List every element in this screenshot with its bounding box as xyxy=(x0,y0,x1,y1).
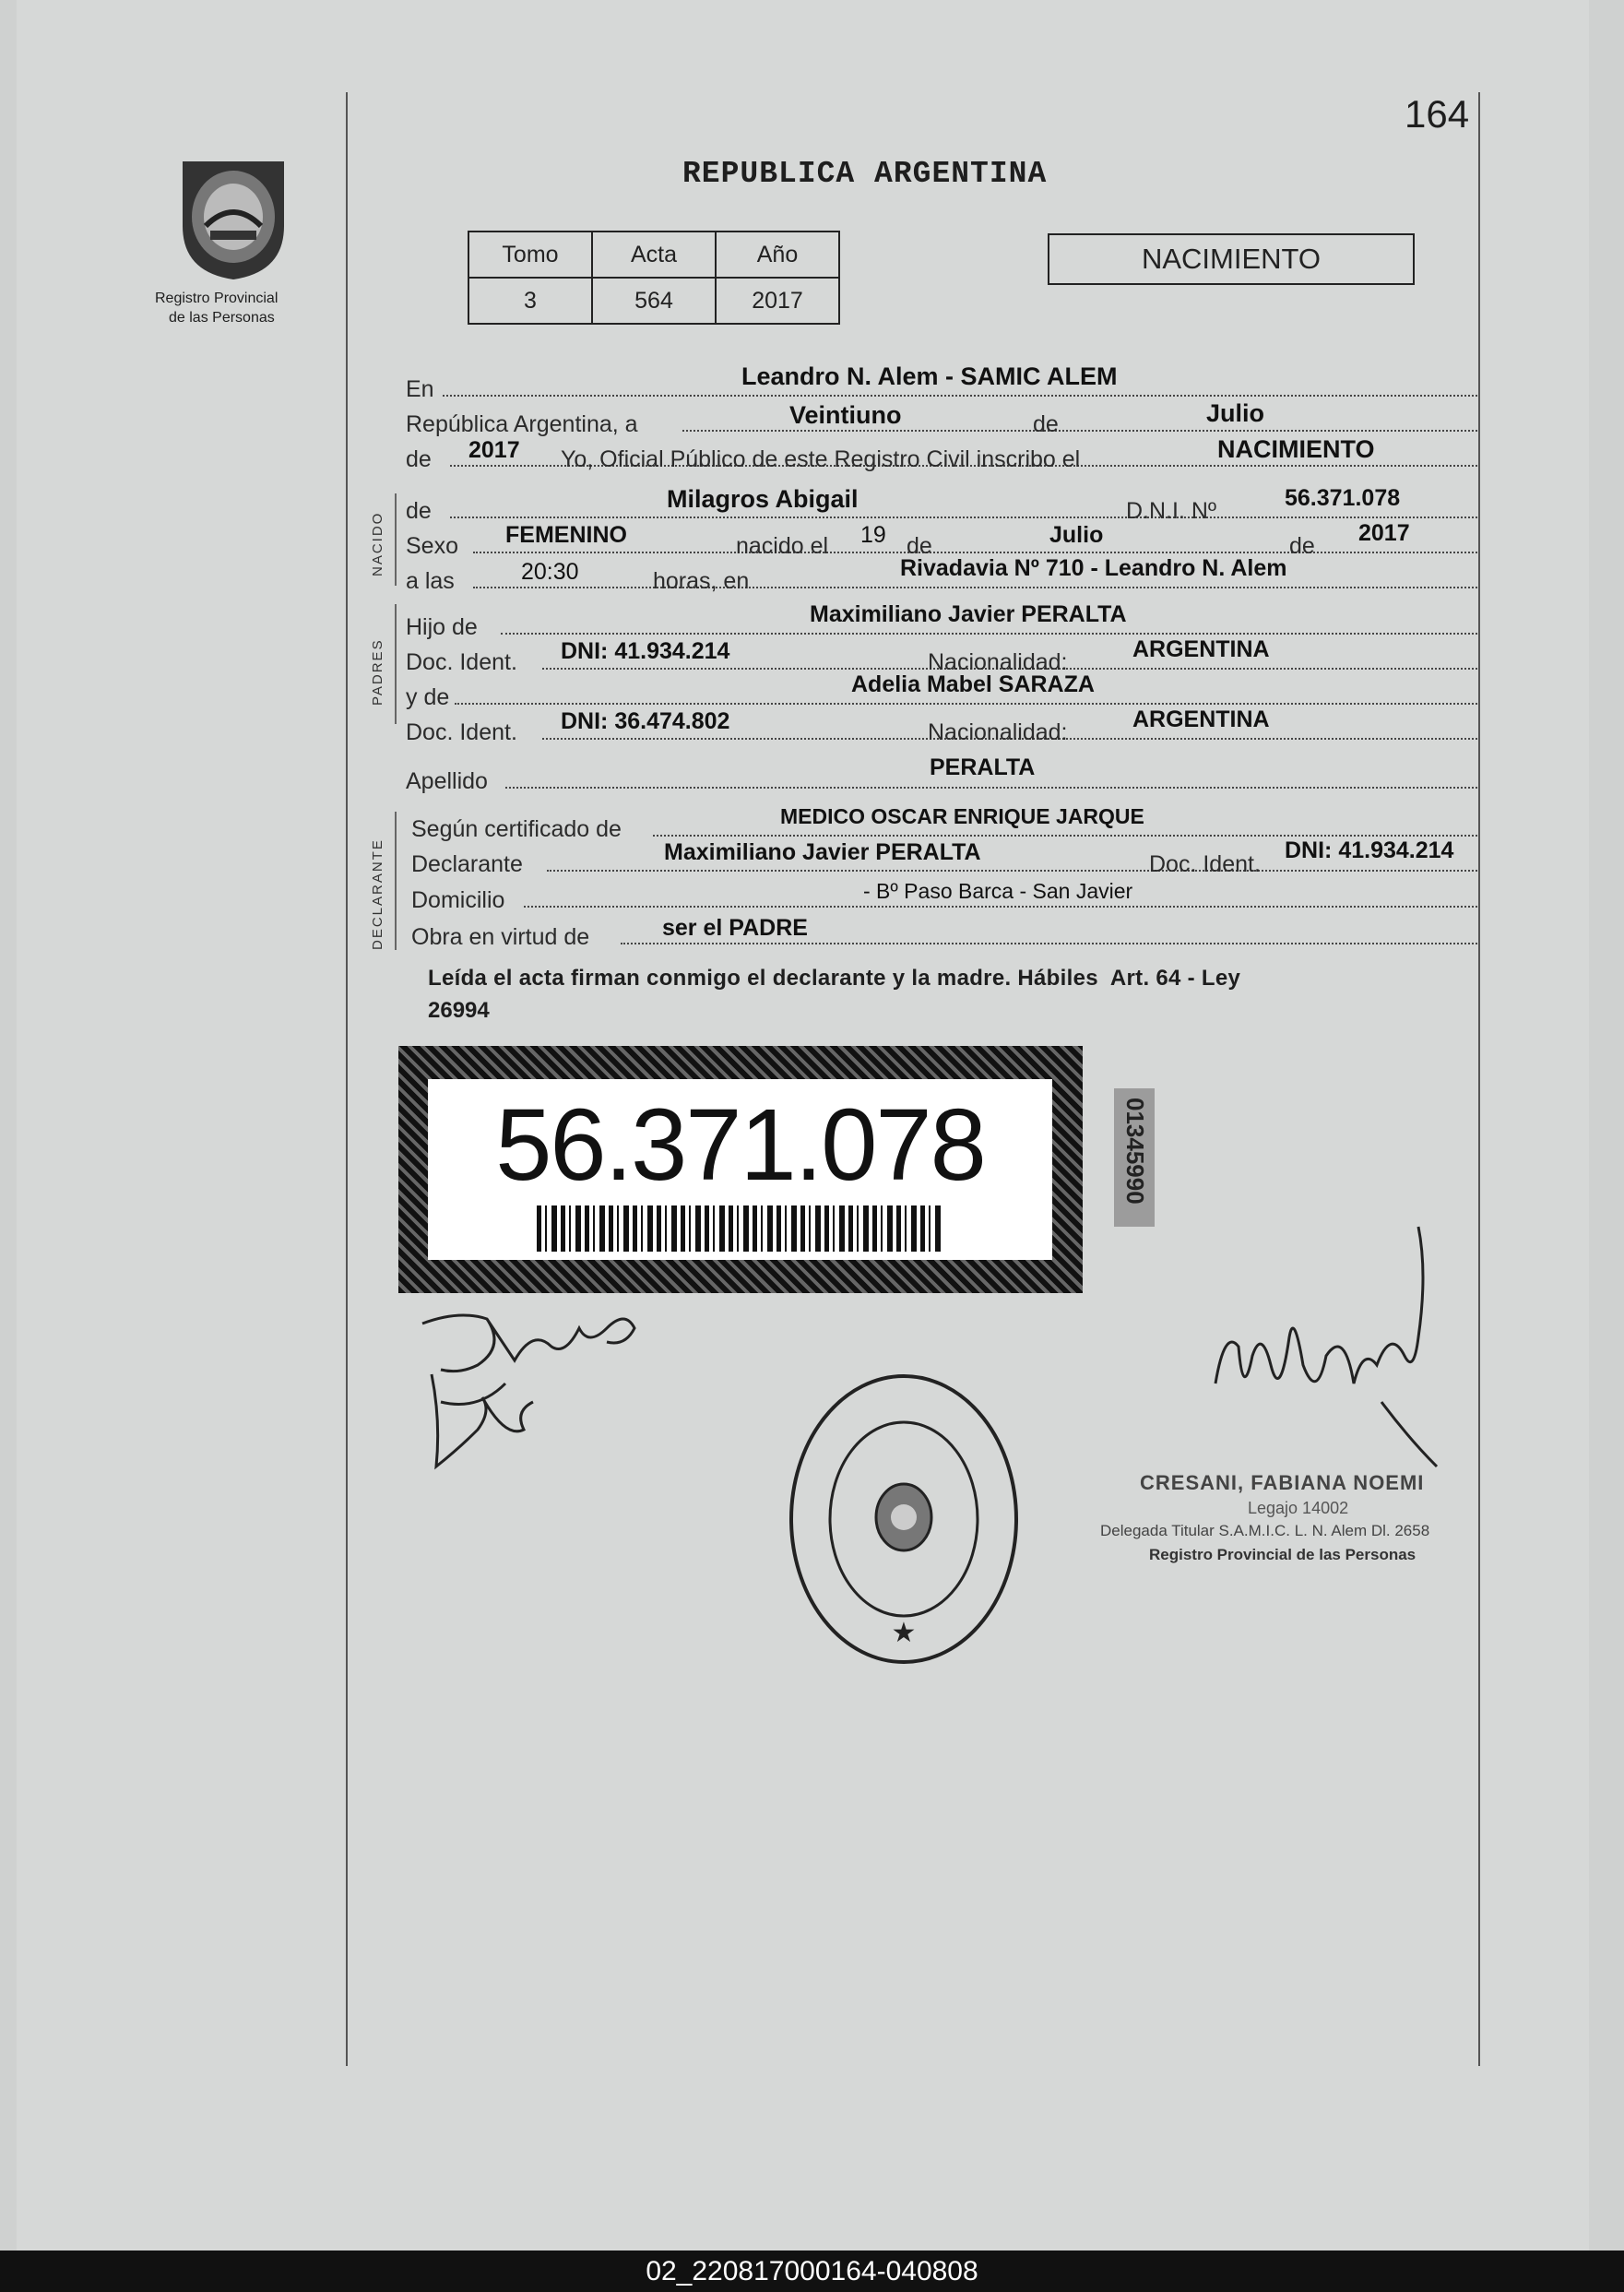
section-bar xyxy=(395,604,397,724)
scan-filename: 02_220817000164-040808 xyxy=(0,2250,1624,2292)
doc1-value: DNI: 41.934.214 xyxy=(561,638,730,664)
ref-value-tomo: 3 xyxy=(468,278,592,324)
segun-label: Según certificado de xyxy=(411,816,622,842)
birth-month: Julio xyxy=(1049,522,1104,548)
svg-text:★: ★ xyxy=(891,1618,917,1648)
official-legajo: Legajo 14002 xyxy=(1248,1499,1349,1517)
left-margin-line xyxy=(346,92,348,2066)
ref-label-acta: Acta xyxy=(592,232,716,278)
official-name: CRESANI, FABIANA NOEMI xyxy=(1140,1471,1425,1494)
left-signature-icon xyxy=(404,1291,699,1485)
section-padres: PADRES xyxy=(370,638,385,706)
right-margin-line xyxy=(1478,92,1480,2066)
official-org: Registro Provincial de las Personas xyxy=(1149,1546,1417,1563)
section-nacido: NACIDO xyxy=(370,511,385,576)
time-value: 20:30 xyxy=(521,559,579,585)
apellido-label: Apellido xyxy=(406,768,488,794)
dni-label: D.N.I. Nº xyxy=(1126,498,1217,524)
dotline xyxy=(473,552,1477,553)
month-value: Julio xyxy=(1206,399,1265,427)
nac2-label: Nacionalidad: xyxy=(928,719,1068,745)
dotline xyxy=(501,633,1477,635)
logo-line2: de las Personas xyxy=(169,310,275,326)
delegation-stamp-icon xyxy=(784,1370,1024,1669)
dotline xyxy=(621,943,1477,944)
dotline xyxy=(455,703,1477,705)
birth-day: 19 xyxy=(860,522,886,548)
nacido-label: nacido el xyxy=(736,533,829,559)
ref-label-anio: Año xyxy=(716,232,839,278)
horas-label: horas, en xyxy=(653,568,750,594)
en-value: Leandro N. Alem - SAMIC ALEM xyxy=(741,362,1118,390)
alas-label: a las xyxy=(406,568,455,594)
barcode-bars-icon xyxy=(537,1205,942,1252)
barcode-label xyxy=(398,1046,1083,1293)
official-role: Delegada Titular S.A.M.I.C. L. N. Alem Dl. 2658 xyxy=(1100,1522,1430,1539)
serial-number: 01345990 xyxy=(1121,1098,1149,1205)
segun-value: MEDICO OSCAR ENRIQUE JARQUE xyxy=(780,804,1144,828)
dotline xyxy=(443,395,1477,397)
closing-line-2: 26994 xyxy=(428,998,490,1023)
republica-label: República Argentina, a xyxy=(406,411,638,437)
de-label-4: de xyxy=(907,533,932,559)
year-value: 2017 xyxy=(468,437,520,463)
inscribe-value: NACIMIENTO xyxy=(1217,435,1375,463)
nac1-value: ARGENTINA xyxy=(1132,636,1270,662)
ref-value-anio: 2017 xyxy=(716,278,839,324)
ref-label-tomo: Tomo xyxy=(468,232,592,278)
mother-value: Adelia Mabel SARAZA xyxy=(851,671,1095,697)
closing-line-1: Leída el acta firman conmigo el declarante y la madre. Hábiles Art. 64 - Ley xyxy=(428,966,1241,991)
barcode-number: 56.371.078 xyxy=(495,1088,985,1202)
doc3-label: Doc. Ident. xyxy=(1149,851,1261,877)
province-seal-icon xyxy=(164,143,302,281)
reference-table xyxy=(468,231,840,325)
day-value: Veintiuno xyxy=(789,401,902,429)
act-type-box: NACIMIENTO xyxy=(1048,233,1415,285)
logo-line1: Registro Provincial xyxy=(155,291,279,306)
declarante-label: Declarante xyxy=(411,851,523,877)
de-label-1: de xyxy=(1033,411,1059,437)
birth-year: 2017 xyxy=(1358,520,1410,546)
dotline xyxy=(524,906,1477,908)
country-title: REPUBLICA ARGENTINA xyxy=(682,157,1048,191)
obra-label: Obra en virtud de xyxy=(411,924,590,950)
dni-value: 56.371.078 xyxy=(1285,485,1401,511)
nac2-value: ARGENTINA xyxy=(1132,707,1270,732)
dotline xyxy=(682,430,1477,432)
doc1-label: Doc. Ident. xyxy=(406,649,517,675)
de-label-2: de xyxy=(406,446,432,472)
dotline xyxy=(450,517,1477,518)
doc2-value: DNI: 36.474.802 xyxy=(561,708,730,734)
page-number: 164 xyxy=(1405,92,1470,136)
domicilio-label: Domicilio xyxy=(411,887,505,913)
nac1-label: Nacionalidad: xyxy=(928,649,1068,675)
section-bar xyxy=(395,812,397,950)
doc3-value: DNI: 41.934.214 xyxy=(1285,837,1454,863)
place-value: Rivadavia Nº 710 - Leandro N. Alem xyxy=(900,555,1287,581)
dotline xyxy=(473,587,1477,588)
name-value: Milagros Abigail xyxy=(667,485,859,513)
section-bar xyxy=(395,493,397,586)
de-label-5: de xyxy=(1289,533,1315,559)
oficial-text: Yo, Oficial Público de este Registro Civil inscribo el xyxy=(561,446,1081,472)
dotline xyxy=(653,835,1477,837)
document-paper xyxy=(17,0,1589,2250)
declarante-value: Maximiliano Javier PERALTA xyxy=(664,839,981,865)
obra-value: ser el PADRE xyxy=(662,915,808,941)
doc2-label: Doc. Ident. xyxy=(406,719,517,745)
apellido-value: PERALTA xyxy=(930,754,1036,780)
en-label: En xyxy=(406,376,434,402)
father-value: Maximiliano Javier PERALTA xyxy=(810,601,1127,627)
yde-label: y de xyxy=(406,684,450,710)
domicilio-value: - Bº Paso Barca - San Javier xyxy=(863,879,1133,903)
dotline xyxy=(547,870,1477,872)
sexo-label: Sexo xyxy=(406,533,458,559)
section-declarante: DECLARANTE xyxy=(370,838,385,950)
barcode-panel xyxy=(428,1079,1052,1260)
sexo-value: FEMENINO xyxy=(505,522,627,548)
ref-value-acta: 564 xyxy=(592,278,716,324)
official-signature-icon xyxy=(1197,1217,1474,1476)
dotline xyxy=(505,787,1477,789)
de-label-3: de xyxy=(406,498,432,524)
hijo-label: Hijo de xyxy=(406,614,478,640)
